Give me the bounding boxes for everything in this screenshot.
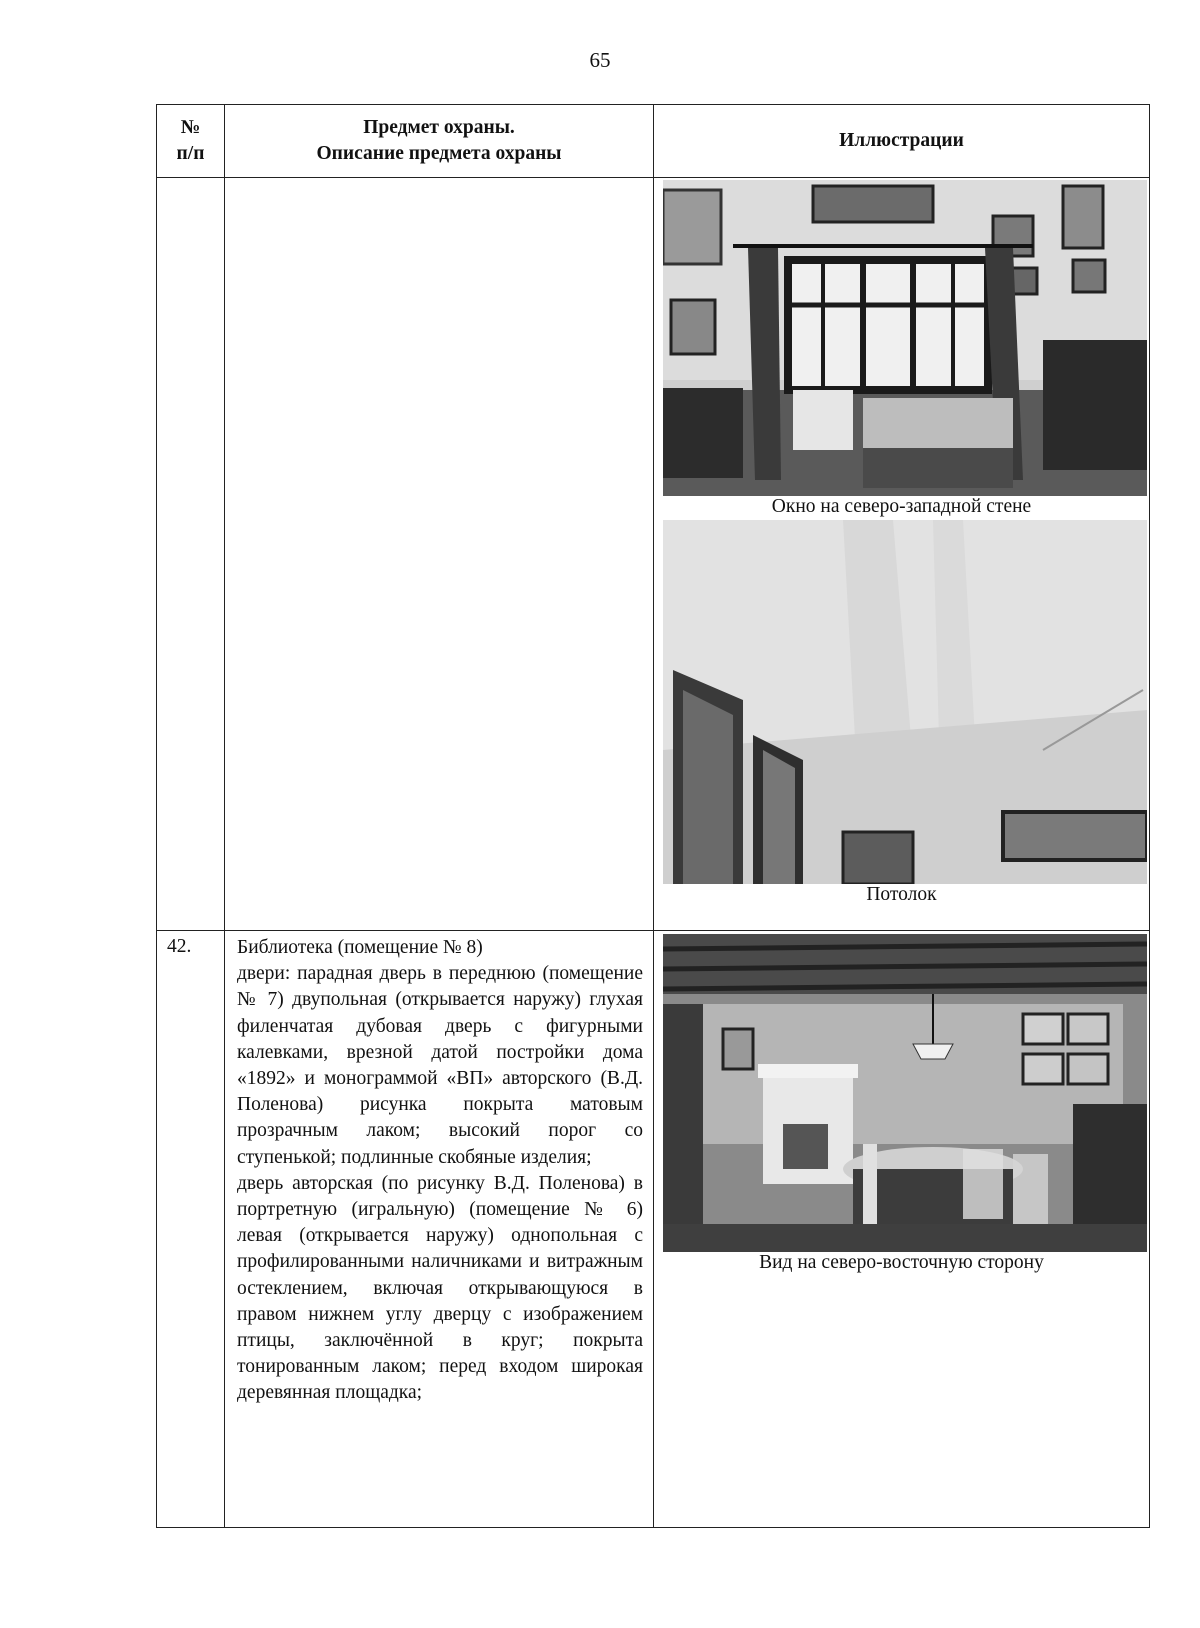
description-paragraph: двери: парадная дверь в переднюю (помещение № 7) двупольная (открывается наружу) глухая филенчатая дубовая дверь с фигурными калевками, врезной датой постройки дома «1892» и монограммой «ВП» авторского (В.Д. Поленова) рисунка покрыта матовым прозрачным лаком; высокий порог со ступенькой; подлинные скобяные изделия; (237, 963, 643, 1168)
header-illustrations: Иллюстрации (654, 105, 1150, 178)
photo-window-room (663, 180, 1147, 496)
photo-caption: Вид на северо-восточную сторону (759, 1252, 1044, 1273)
table-header-row (157, 105, 1150, 178)
header-desc (225, 105, 654, 178)
header-num-line1: № (180, 117, 201, 138)
header-desc-line2: Описание предмета охраны (316, 143, 562, 164)
description-paragraph: Библиотека (помещение № 8) (237, 937, 483, 958)
table-row (157, 178, 1150, 931)
header-num-line2: п/п (176, 143, 205, 164)
protection-table (156, 104, 1150, 1528)
row-description (225, 178, 654, 931)
header-desc-line1: Предмет охраны. (363, 117, 515, 138)
table-row (157, 931, 1150, 1528)
photo-caption: Потолок (866, 884, 937, 905)
page-number: 65 (589, 48, 611, 72)
header-num (157, 105, 225, 178)
row-number: 42. (157, 931, 225, 1528)
description-paragraph: дверь авторская (по рисунку В.Д. Поленова) в портретную (игральную) (помещение № 6) левая (открывается наружу) однопольная с профилированными наличниками и витражным остеклением, включая открывающуюся в правом нижнем углу дверцу с изображением птицы, заключённой в круг; покрыта тонированным лаком; перед входом широкая деревянная площадка; (237, 1172, 643, 1404)
row-description (225, 931, 654, 1528)
row-number (157, 178, 225, 931)
row-illustrations (654, 931, 1150, 1528)
row-illustrations (654, 178, 1150, 931)
photo-caption: Окно на северо-западной стене (771, 496, 1032, 517)
photo-ceiling (663, 520, 1147, 884)
photo-library-interior (663, 934, 1147, 1252)
